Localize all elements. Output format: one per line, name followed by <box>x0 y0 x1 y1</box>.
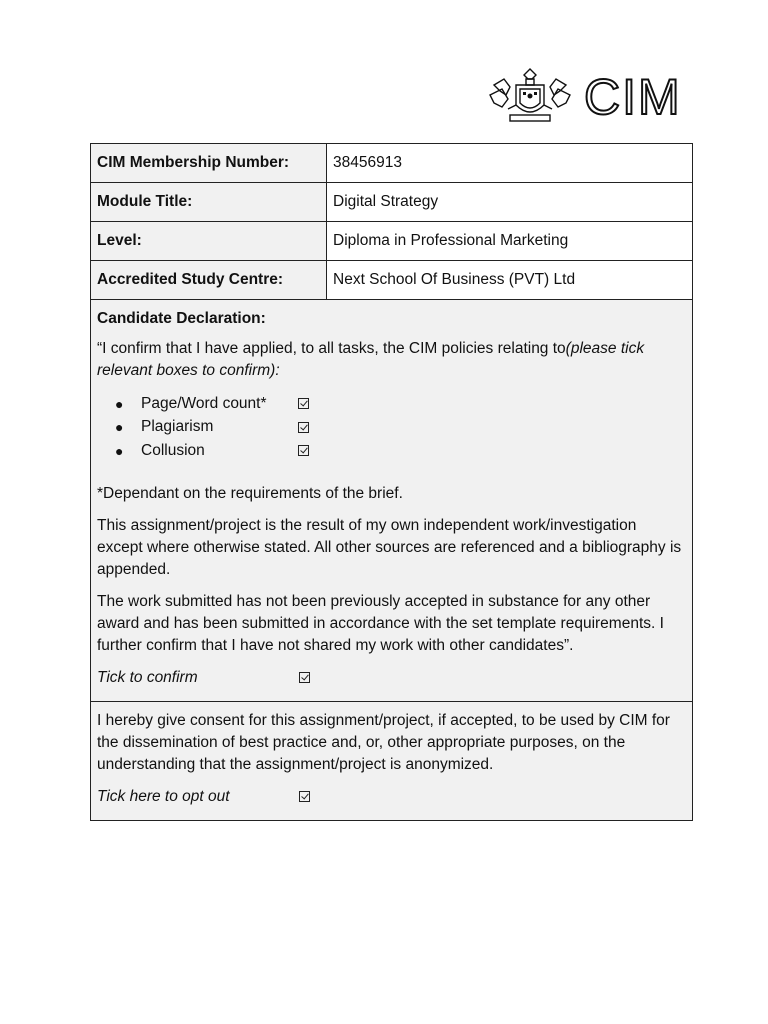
opt-out-label: Tick here to opt out <box>97 787 230 805</box>
checklist-item-label: Collusion <box>141 441 205 459</box>
declaration-paragraph-1: This assignment/project is the result of my own independent work/investigation except where otherwise stated. All other sources are referenced and a bibliography is appended. <box>97 516 682 578</box>
checkbox-confirm[interactable] <box>299 672 310 683</box>
declaration-intro-text: “I confirm that I have applied, to all tasks, the CIM policies relating to <box>97 340 566 357</box>
field-value-membership-number: 38456913 <box>333 154 402 171</box>
field-label: CIM Membership Number: <box>91 144 327 182</box>
checkbox-word-count[interactable] <box>298 398 309 409</box>
field-row-membership <box>91 144 692 183</box>
cim-logo <box>486 64 696 130</box>
field-label: Level: <box>91 222 327 260</box>
tick-to-confirm-label: Tick to confirm <box>97 668 198 686</box>
bullet-icon: ● <box>115 442 124 459</box>
field-row-study-centre <box>91 261 692 300</box>
checklist-item <box>97 392 686 416</box>
checklist-item <box>97 416 686 440</box>
declaration-intro-italic: (please tick relevant boxes to confirm): <box>97 340 645 379</box>
declaration-title: Candidate Declaration: <box>97 310 266 327</box>
crest-icon <box>486 65 574 129</box>
bullet-icon: ● <box>115 395 124 412</box>
bullet-icon: ● <box>115 419 124 436</box>
confirm-tick-line <box>97 667 686 689</box>
consent-section <box>91 702 692 820</box>
field-row-level <box>91 222 692 261</box>
checkbox-opt-out[interactable] <box>299 791 310 802</box>
field-label: Module Title: <box>91 183 327 221</box>
checklist-item <box>97 439 686 463</box>
checklist-item-label: Page/Word count* <box>141 394 267 412</box>
field-value-level: Diploma in Professional Marketing <box>333 232 569 249</box>
declaration-intro <box>97 338 686 382</box>
field-label: Accredited Study Centre: <box>91 261 327 299</box>
checkbox-plagiarism[interactable] <box>298 422 309 433</box>
logo-text: CIM <box>584 69 682 125</box>
consent-text: I hereby give consent for this assignment/project, if accepted, to be used by CIM for the dissemination of best practice and, or, other appropriate purposes, on the understanding that the assignment/project is anonymized. <box>97 711 670 773</box>
policy-checklist <box>97 392 686 463</box>
declaration-form <box>90 143 693 821</box>
opt-out-tick-line <box>97 786 686 808</box>
footnote: *Dependant on the requirements of the brief. <box>97 484 403 502</box>
field-row-module <box>91 183 692 222</box>
field-value-study-centre: Next School Of Business (PVT) Ltd <box>333 271 576 288</box>
candidate-declaration <box>91 300 692 702</box>
declaration-paragraph-2: The work submitted has not been previously accepted in substance for any other award and has been submitted in accordance with the set template requirements. I further confirm that I have not shared my work with other candidates”. <box>97 592 664 654</box>
checkbox-collusion[interactable] <box>298 445 309 456</box>
field-value-module-title: Digital Strategy <box>333 193 439 210</box>
checklist-item-label: Plagiarism <box>141 418 214 436</box>
